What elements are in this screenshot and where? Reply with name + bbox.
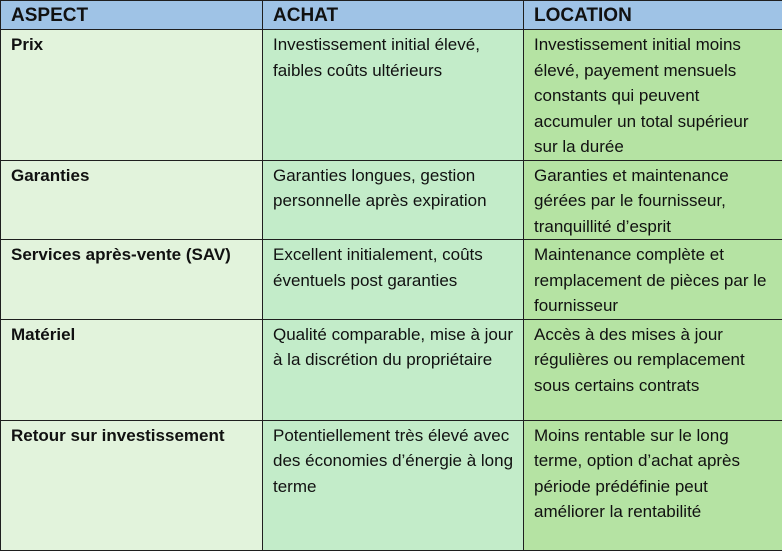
table-row bbox=[1, 30, 782, 161]
achat-cell: Qualité comparable, mise à jour à la discrétion du propriétaire bbox=[263, 319, 524, 420]
location-cell: Maintenance complète et remplacement de pièces par le fournisseur bbox=[524, 240, 782, 320]
header-location: LOCATION bbox=[524, 1, 782, 30]
location-cell: Garanties et maintenance gérées par le fournisseur, tranquillité d’esprit bbox=[524, 160, 782, 240]
location-cell: Moins rentable sur le long terme, option d’achat après période prédéfinie peut améliorer la rentabilité bbox=[524, 420, 782, 550]
aspect-cell: Services après-vente (SAV) bbox=[1, 240, 263, 320]
table-row bbox=[1, 319, 782, 420]
aspect-cell: Retour sur investissement bbox=[1, 420, 263, 550]
table-row bbox=[1, 160, 782, 240]
table-row bbox=[1, 420, 782, 550]
header-achat: ACHAT bbox=[263, 1, 524, 30]
aspect-cell: Garanties bbox=[1, 160, 263, 240]
location-cell: Investissement initial moins élevé, payement mensuels constants qui peuvent accumuler un total supérieur sur la durée bbox=[524, 30, 782, 161]
achat-cell: Excellent initialement, coûts éventuels post garanties bbox=[263, 240, 524, 320]
table-row bbox=[1, 240, 782, 320]
achat-cell: Garanties longues, gestion personnelle après expiration bbox=[263, 160, 524, 240]
achat-cell: Potentiellement très élevé avec des économies d’énergie à long terme bbox=[263, 420, 524, 550]
header-aspect: ASPECT bbox=[1, 1, 263, 30]
aspect-cell: Matériel bbox=[1, 319, 263, 420]
aspect-cell: Prix bbox=[1, 30, 263, 161]
location-cell: Accès à des mises à jour régulières ou remplacement sous certains contrats bbox=[524, 319, 782, 420]
header-row bbox=[1, 1, 782, 30]
achat-cell: Investissement initial élevé, faibles coûts ultérieurs bbox=[263, 30, 524, 161]
